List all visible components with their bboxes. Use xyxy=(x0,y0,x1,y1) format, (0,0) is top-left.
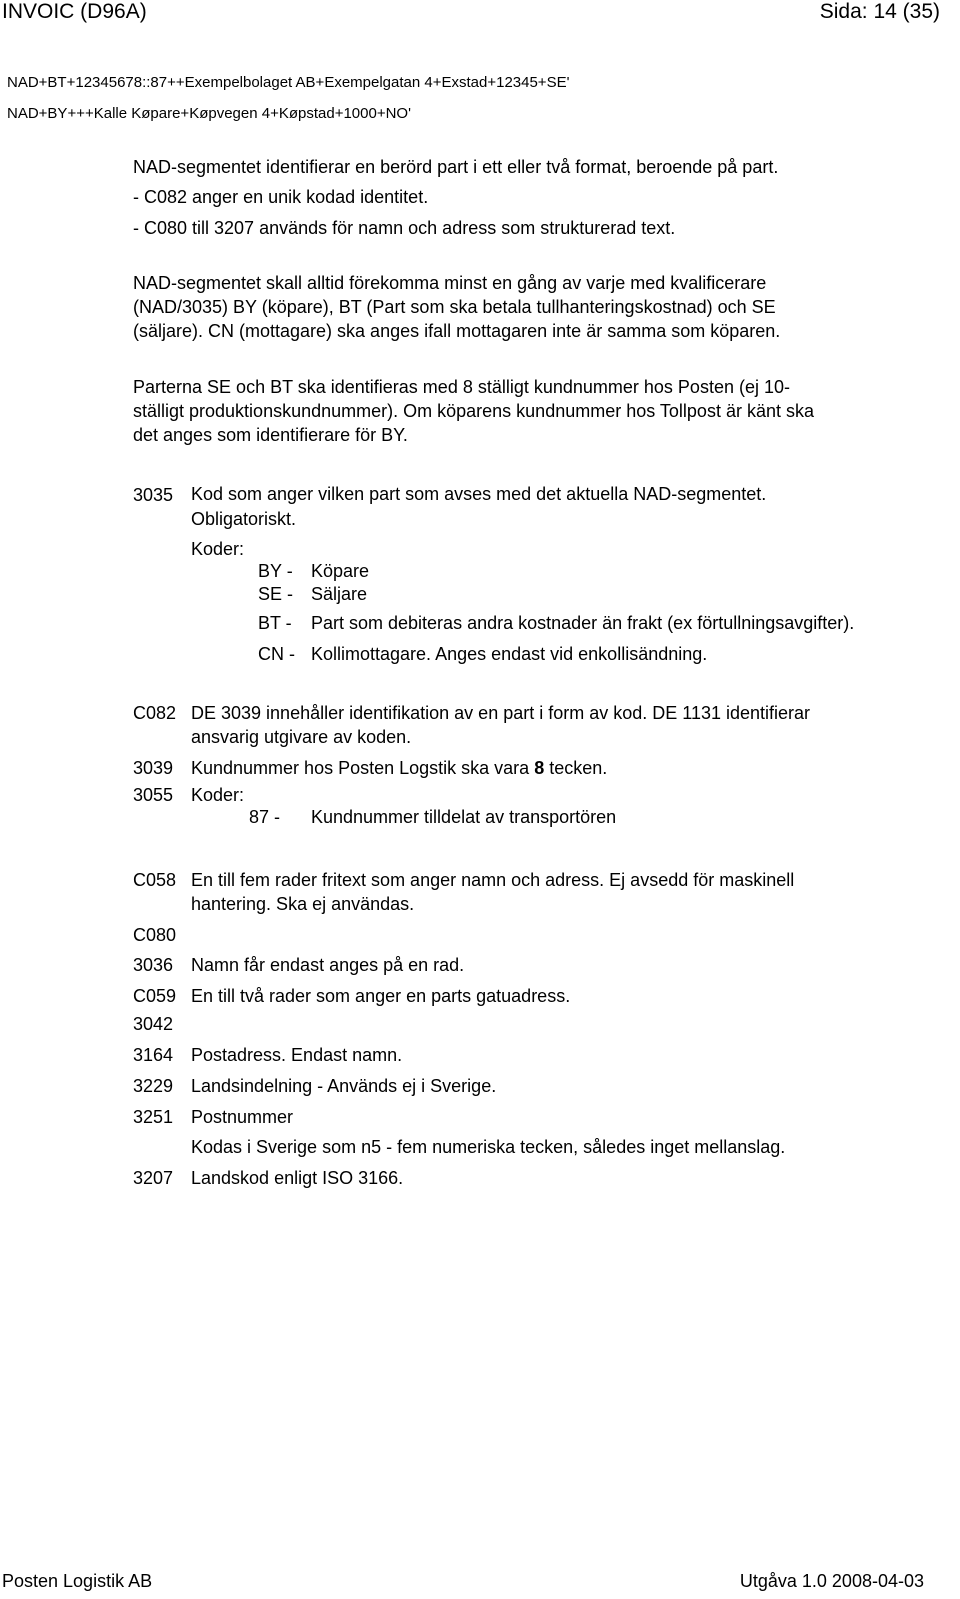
intro-line-3: - C080 till 3207 används för namn och adress som strukturerad text. xyxy=(133,218,676,238)
desc-c082-line-2: ansvarig utgivare av koden. xyxy=(191,727,412,747)
code-3207: 3207 xyxy=(133,1168,174,1188)
code-3229: 3229 xyxy=(133,1076,174,1096)
code-bt-text: Part som debiteras andra kostnader än frakt (ex förtullningsavgifter). xyxy=(311,613,855,633)
code-3055: 3055 xyxy=(133,785,174,805)
example-line-1: NAD+BT+12345678::87++Exempelbolaget AB+Exempelgatan 4+Exstad+12345+SE' xyxy=(7,74,570,91)
code-87: 87 - xyxy=(249,807,281,827)
example-line-2: NAD+BY+++Kalle Køpare+Køpvegen 4+Køpstad+1000+NO' xyxy=(7,105,411,122)
footer-company: Posten Logistik AB xyxy=(2,1571,153,1591)
footer-edition: Utgåva 1.0 2008-04-03 xyxy=(739,1571,924,1591)
desc-3207: Landskod enligt ISO 3166. xyxy=(191,1168,404,1188)
desc-3036: Namn får endast anges på en rad. xyxy=(191,955,465,975)
desc-3164: Postadress. Endast namn. xyxy=(191,1045,403,1065)
desc-3039-pre: Kundnummer hos Posten Logstik ska vara xyxy=(191,758,535,778)
code-c058: C058 xyxy=(133,870,177,890)
code-cn: CN - xyxy=(258,644,295,664)
code-bt: BT - xyxy=(258,613,292,633)
code-c080: C080 xyxy=(133,925,177,945)
code-c082: C082 xyxy=(133,703,177,723)
desc-3229: Landsindelning - Används ej i Sverige. xyxy=(191,1076,497,1096)
code-c059: C059 xyxy=(133,986,177,1006)
intro-line-1: NAD-segmentet identifierar en berörd part i ett eller två format, beroende på part. xyxy=(133,157,779,177)
desc-3039-bold: 8 xyxy=(534,758,545,778)
desc-3035-line-2: Obligatoriskt. xyxy=(191,509,297,529)
desc-3039-post: tecken. xyxy=(544,758,608,778)
code-se: SE - xyxy=(258,584,294,604)
koder-label-3035: Koder: xyxy=(191,539,245,559)
para2-line-2: ställigt produktionskundnummer). Om köparens kundnummer hos Tollpost är känt ska xyxy=(133,401,814,421)
document-title: INVOIC (D96A) xyxy=(2,0,147,23)
desc-3251-line-1: Postnummer xyxy=(191,1107,294,1127)
desc-3251-line-2: Kodas i Sverige som n5 - fem numeriska tecken, således inget mellanslag. xyxy=(191,1137,786,1157)
desc-c058-line-2: hantering. Ska ej användas. xyxy=(191,894,415,914)
code-3164: 3164 xyxy=(133,1045,174,1065)
code-3042: 3042 xyxy=(133,1014,174,1034)
para1-line-1: NAD-segmentet skall alltid förekomma minst en gång av varje med kvalificerare xyxy=(133,273,767,293)
koder-label-3055: Koder: xyxy=(191,785,245,805)
para2-line-1: Parterna SE och BT ska identifieras med 8 ställigt kundnummer hos Posten (ej 10- xyxy=(133,377,790,397)
code-3251: 3251 xyxy=(133,1107,174,1127)
code-87-text: Kundnummer tilldelat av transportören xyxy=(311,807,617,827)
para2-line-3: det anges som identifierare för BY. xyxy=(133,425,408,445)
desc-3035-line-1: Kod som anger vilken part som avses med det aktuella NAD-segmentet. xyxy=(191,484,767,504)
code-se-text: Säljare xyxy=(311,584,368,604)
desc-c058-line-1: En till fem rader fritext som anger namn och adress. Ej avsedd för maskinell xyxy=(191,870,795,890)
para1-line-3: (säljare). CN (mottagare) ska anges ifall mottagaren inte är samma som köparen. xyxy=(133,321,781,341)
code-by-text: Köpare xyxy=(311,561,370,581)
page-number: Sida: 14 (35) xyxy=(819,0,940,23)
para1-line-2: (NAD/3035) BY (köpare), BT (Part som ska betala tullhanteringskostnad) och SE xyxy=(133,297,776,317)
code-cn-text: Kollimottagare. Anges endast vid enkollisändning. xyxy=(311,644,708,664)
code-3036: 3036 xyxy=(133,955,174,975)
code-3035: 3035 xyxy=(133,485,174,505)
desc-c082-line-1: DE 3039 innehåller identifikation av en part i form av kod. DE 1131 identifierar xyxy=(191,703,811,723)
desc-3039 xyxy=(191,756,607,780)
code-3039: 3039 xyxy=(133,758,174,778)
desc-c059: En till två rader som anger en parts gatuadress. xyxy=(191,986,571,1006)
intro-line-2: - C082 anger en unik kodad identitet. xyxy=(133,187,429,207)
code-by: BY - xyxy=(258,561,293,581)
